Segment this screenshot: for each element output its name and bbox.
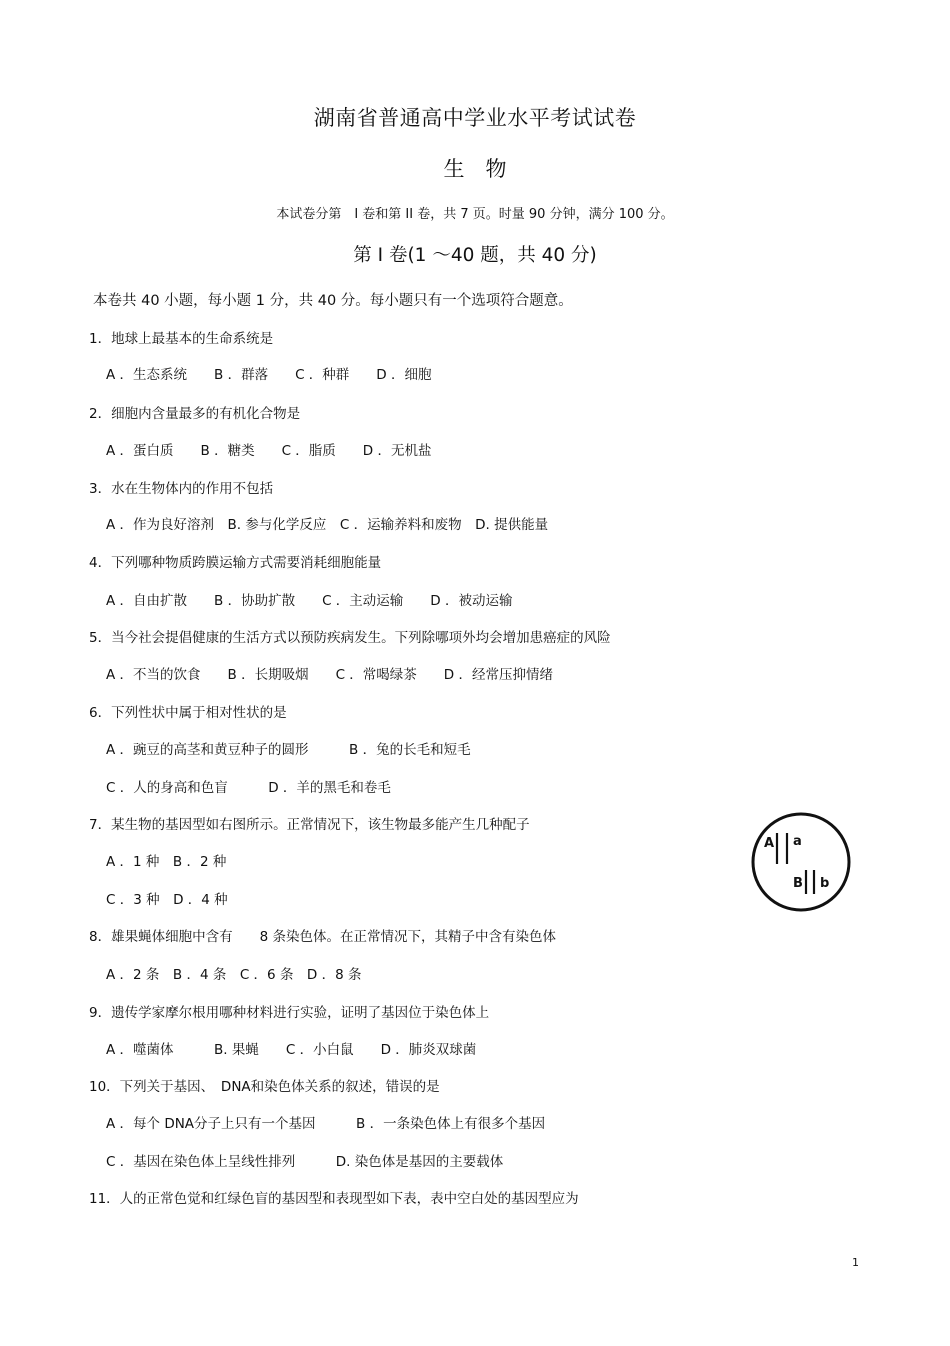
allele-A-label: A	[764, 836, 775, 851]
options-10-line1: A ．每个 DNA分子上只有一个基因 B ．一条染色体上有很多个基因	[106, 1116, 546, 1132]
cell-circle	[753, 814, 849, 910]
question-3: 3．水在生物体内的作用不包括	[89, 481, 274, 497]
options-8: A ．2 条 B ．4 条 C ．6 条 D ．8 条	[106, 967, 362, 983]
options-9: A ．噬菌体 B. 果蝇 C ．小白鼠 D ．肺炎双球菌	[106, 1042, 477, 1058]
options-7-line2: C ．3 种 D ．4 种	[106, 892, 228, 908]
question-8: 8．雄果蝇体细胞中含有 8 条染色体。在正常情况下，其精子中含有染色体	[89, 929, 556, 945]
exam-info: 本试卷分第 I 卷和第 II 卷，共 7 页。时量 90 分钟，满分 100 分。	[276, 207, 674, 222]
options-7-line1: A ．1 种 B ．2 种	[106, 854, 227, 870]
section-heading: 第 I 卷(1 ～40 题，共 40 分)	[353, 245, 597, 266]
question-2: 2．细胞内含量最多的有机化合物是	[89, 406, 301, 422]
options-10-line2: C ．基因在染色体上呈线性排列 D. 染色体是基因的主要载体	[106, 1154, 504, 1170]
allele-b-label: b	[820, 876, 830, 891]
question-1: 1．地球上最基本的生命系统是	[89, 331, 274, 347]
exam-title: 湖南省普通高中学业水平考试试卷	[313, 106, 637, 130]
question-9: 9．遗传学家摩尔根用哪种材料进行实验，证明了基因位于染色体上	[89, 1005, 490, 1021]
question-4: 4．下列哪种物质跨膜运输方式需要消耗细胞能量	[89, 555, 382, 571]
question-10: 10．下列关于基因、 DNA和染色体关系的叙述，错误的是	[89, 1079, 440, 1095]
options-6-line2: C ．人的身高和色盲 D ．羊的黑毛和卷毛	[106, 780, 391, 796]
question-6: 6．下列性状中属于相对性状的是	[89, 705, 287, 721]
options-5: A ．不当的饮食 B ．长期吸烟 C ．常喝绿茶 D ．经常压抑情绪	[106, 667, 553, 683]
options-2: A ．蛋白质 B ．糖类 C ．脂质 D ．无机盐	[106, 443, 432, 459]
subject-title: 生 物	[443, 157, 507, 181]
options-3: A ．作为良好溶剂 B. 参与化学反应 C ．运输养料和废物 D. 提供能量	[106, 517, 549, 533]
allele-B-label: B	[793, 876, 803, 891]
question-11: 11．人的正常色觉和红绿色盲的基因型和表现型如下表，表中空白处的基因型应为	[89, 1191, 579, 1207]
question-5: 5．当今社会提倡健康的生活方式以预防疾病发生。下列除哪项外均会增加患癌症的风险	[89, 630, 611, 646]
genotype-diagram	[749, 810, 853, 914]
options-4: A ．自由扩散 B ．协助扩散 C ．主动运输 D ．被动运输	[106, 593, 513, 609]
options-6-line1: A ．豌豆的高茎和黄豆种子的圆形 B ．兔的长毛和短毛	[106, 742, 471, 758]
page-number: 1	[852, 1256, 859, 1269]
options-1: A ．生态系统 B ．群落 C ．种群 D ．细胞	[106, 367, 432, 383]
allele-a-label: a	[793, 834, 802, 849]
question-7: 7．某生物的基因型如右图所示。正常情况下，该生物最多能产生几种配子	[89, 817, 530, 833]
instructions: 本卷共 40 小题，每小题 1 分，共 40 分。每小题只有一个选项符合题意。	[93, 293, 573, 309]
